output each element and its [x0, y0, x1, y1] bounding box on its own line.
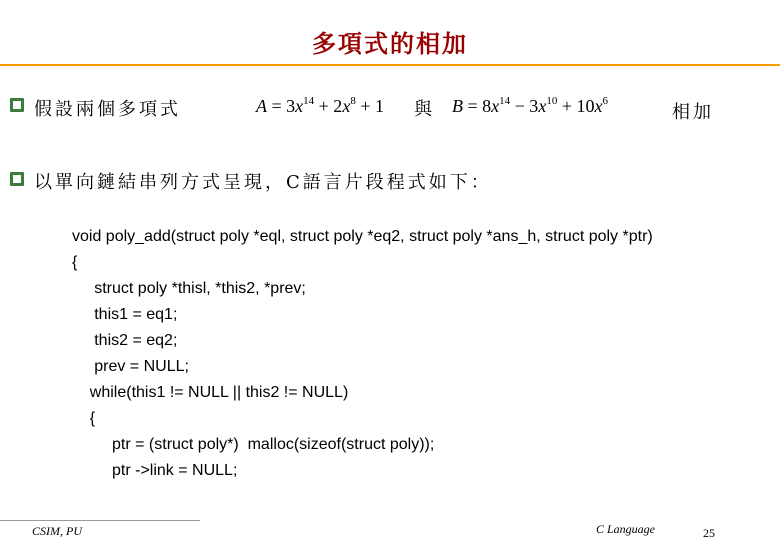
poly-b-t2-exp: 10 [546, 95, 558, 107]
bullet-icon [10, 172, 26, 188]
polynomial-a [256, 95, 384, 117]
bullet-1-middle: 與 [414, 99, 435, 120]
bullet-1-prefix: 假設兩個多項式 [34, 99, 181, 120]
poly-b-t1-exp: 14 [499, 95, 511, 107]
poly-b-t3-var: x [594, 96, 603, 116]
footer-divider [0, 520, 200, 521]
poly-a-t1-var: x [295, 96, 304, 116]
poly-b-lhs: B [452, 96, 463, 116]
code-line: this2 = eq2; [72, 332, 178, 349]
polynomial-b [452, 95, 608, 117]
poly-b-eq: = 8 [463, 96, 492, 116]
bullet-icon [10, 98, 26, 114]
poly-b-t1-var: x [491, 96, 500, 116]
poly-a-t3: + 1 [355, 96, 384, 116]
poly-b-t3-exp: 6 [602, 95, 608, 107]
bullet-2-text: 以單向鏈結串列方式呈現，C語言片段程式如下： [34, 172, 492, 193]
code-line: struct poly *thisl, *this2, *prev; [72, 280, 306, 297]
code-line: prev = NULL; [72, 358, 189, 375]
code-line: ptr = (struct poly*) malloc(sizeof(struct poly)); [72, 436, 435, 453]
code-line: while(this1 != NULL || this2 != NULL) [72, 384, 349, 401]
poly-a-t2-exp: 8 [350, 95, 356, 107]
poly-a-t2-var: x [342, 96, 351, 116]
bullet-1-suffix: 相加 [672, 102, 714, 123]
code-line: { [72, 410, 96, 427]
footer-institution: CSIM, PU [32, 524, 82, 538]
poly-a-t1-exp: 14 [303, 95, 315, 107]
footer-course: C Language [596, 522, 656, 536]
poly-b-t2-op: − 3 [510, 96, 539, 116]
poly-a-eq: = 3 [267, 96, 296, 116]
poly-a-t2-op: + 2 [314, 96, 343, 116]
code-line: this1 = eq1; [72, 306, 178, 323]
code-line: ptr ->link = NULL; [72, 462, 238, 479]
page-number: 25 [703, 526, 715, 540]
poly-b-t2-var: x [538, 96, 547, 116]
slide-title: 多項式的相加 [312, 29, 468, 58]
poly-b-t3-op: + 10 [557, 96, 595, 116]
title-divider [0, 64, 780, 66]
code-line: { [72, 254, 78, 271]
code-line: void poly_add(struct poly *eql, struct poly *eq2, struct poly *ans_h, struct poly *ptr) [72, 228, 653, 245]
poly-a-lhs: A [256, 96, 267, 116]
